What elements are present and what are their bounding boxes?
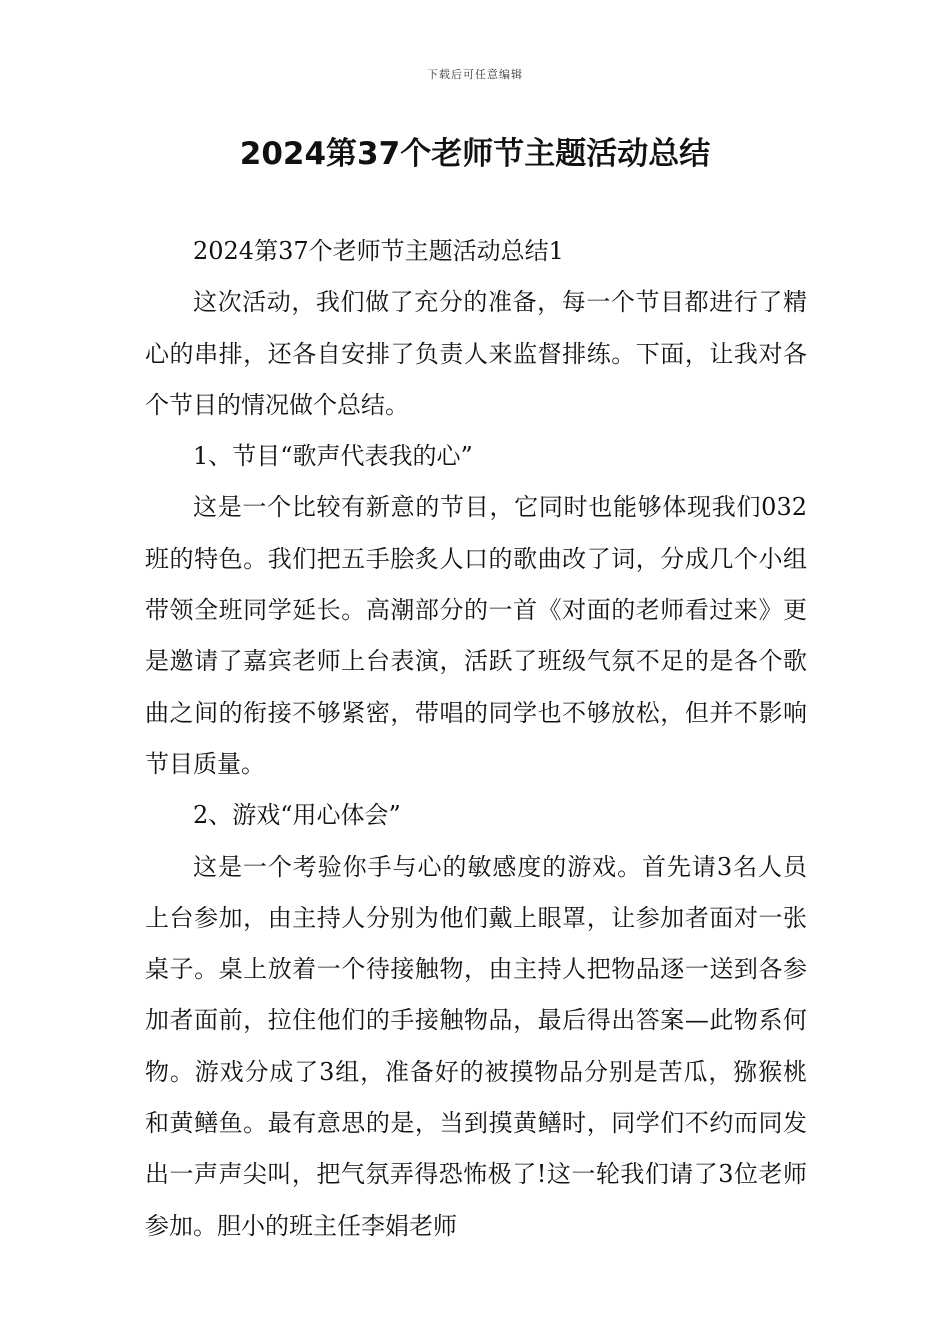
paragraph: 这是一个比较有新意的节目，它同时也能够体现我们032班的特色。我们把五手脍炙人口的歌曲改了词，分成几个小组带领全班同学延长。高潮部分的一首《对面的老师看过来》更是邀请了嘉宾老师上台表演，活跃了班级气氛不足的是各个歌曲之间的衔接不够紧密，带唱的同学也不够放松，但并不影响节目质量。 [145, 493, 807, 778]
header-note: 下载后可任意编辑 [427, 68, 523, 81]
item-heading: 1、节目“歌声代表我的心” [193, 442, 473, 471]
paragraph: 这是一个考验你手与心的敏感度的游戏。首先请3名人员上台参加，由主持人分别为他们戴上眼罩，让参加者面对一张桌子。桌上放着一个待接触物，由主持人把物品逐一送到各参加者面前，拉住他们的手接触物品，最后得出答案—此物系何物。游戏分成了3组，准备好的被摸物品分别是苦瓜，猕猴桃和黄鳝鱼。最有意思的是，当到摸黄鳝时，同学们不约而同发出一声声尖叫，把气氛弄得恐怖极了!这一轮我们请了3位老师参加。胆小的班主任李娟老师 [145, 852, 807, 1240]
paragraph: 这次活动，我们做了充分的准备，每一个节目都进行了精心的串排，还各自安排了负责人来监督排练。下面，让我对各个节目的情况做个总结。 [145, 288, 807, 419]
document-title: 2024第37个老师节主题活动总结 [239, 136, 711, 172]
section-heading: 2024第37个老师节主题活动总结1 [193, 237, 564, 265]
document-body [145, 226, 807, 1252]
item-heading: 2、游戏“用心体会” [193, 801, 401, 830]
